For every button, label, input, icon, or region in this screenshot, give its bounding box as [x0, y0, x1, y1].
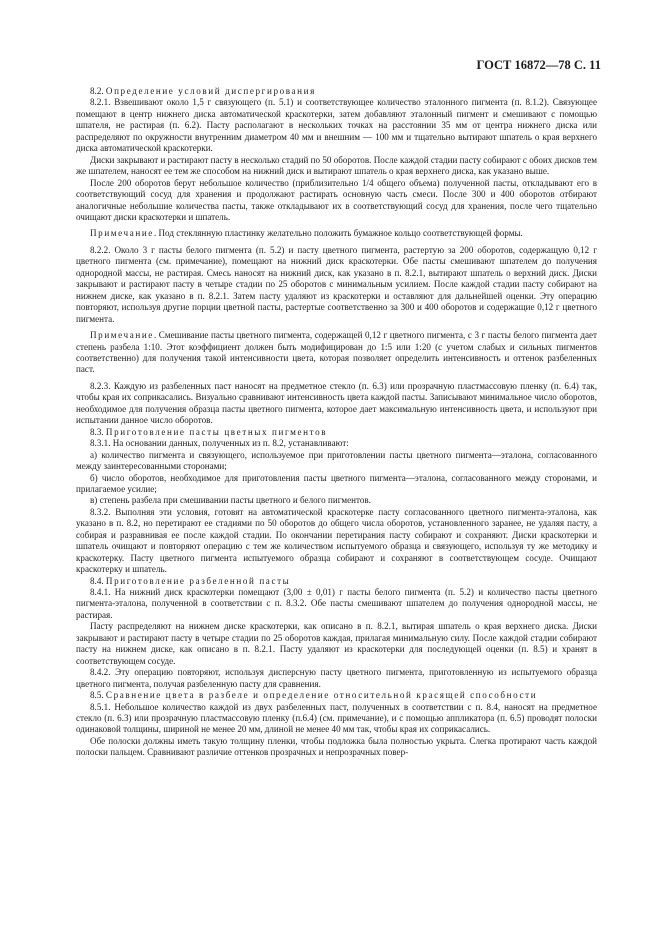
paragraph: 8.3.2. Выполняя эти условия, готовят на автоматической краскотерке пасту согласованного цветного пигмента-эталона, как указано в п. 8.2, но перетирают ее стадиями по 50 оборотов до общего числа оборотов, установленного заранее, не удаляя пасту, а собирая и разравнивая ее после каждой стадии. По окончании перетирания пасту собирают и сохраняют. Диски краскотерки и шпатель очищают и повторяют операцию с тем же количеством испытуемого образца и связующего, используя ту же методику и краскотерку. Пасту цветного пигмента испытуемого образца собирают и сохраняют в соответствующем сосуде. Очищают краскотерку и шпатель. — [76, 506, 597, 575]
note-label: Примечание — [90, 330, 154, 341]
note — [76, 330, 597, 376]
paragraph: 8.2.2. Около 3 г пасты белого пигмента (п. 5.2) и пасту цветного пигмента, растертую за 200 оборотов, содержащую 0,12 г цветного пигмента (см. примечание), помещают на нижний диск краскотерки. Обе пасты смешивают шпателем до получения однородной массы, не растирая. Смесь наносят на нижний диск, как указано в п. 8.2.1, вытирают шпатель о верхний диск. Диски закрывают и растирают пасту в четыре стадии по 25 оборотов с минимальным усилием. После каждой стадии пасту собирают на нижнем диске, как указано в п. 8.2.1. Затем пасту удаляют из краскотерки и оставляют для дальнейшей оценки. Эту операцию повторяют, используя другие порции цветной пасты, растертые соответственно за 300 и 400 оборотов и содержащие 0,12 г цветного пигмента. — [76, 244, 597, 324]
section-number: 8.4. — [90, 575, 106, 586]
section-title: Приготовление пасты цветных пигментов — [105, 426, 328, 437]
section-number: 8.3. — [90, 426, 106, 437]
section-heading — [76, 86, 597, 97]
section-title: Определение условий диспергирования — [105, 86, 316, 96]
section-heading — [76, 690, 597, 701]
paragraph: После 200 оборотов берут небольшое количество (приблизительно 1/4 общего объема) полученной пасты, откладывают его в соответствующий сосуд для хранения и продолжают растирать основную часть смеси. После 300 и 400 оборотов отбирают аналогичные небольшие количества пасты, также откладывают их в соответствующий сосуд для хранения, после чего тщательно очищают диски краскотерки и шпатель. — [76, 177, 597, 222]
list-item: б) число оборотов, необходимое для приготовления пасты цветного пигмента—эталона, согласованного между сторонами, и прилагаемое усилие; — [76, 472, 597, 494]
note-text: . Под стеклянную пластинку желательно положить бумажное кольцо соответствующей формы. — [153, 228, 523, 239]
paragraph: Пасту распределяют на нижнем диске краскотерки, как описано в п. 8.2.1, вытирая шпатель о края верхнего диска. Диски закрывают и растирают пасту в четыре стадии по 25 оборотов каждая, прилагая минимальную силу. После каждой стадии собирают пасту на нижнем диске, как описано в п. 8.2.1. Пасту удаляют из краскотерки для последующей оценки (п. 8.5) и хранят в соответствующем сосуде. — [76, 621, 597, 666]
paragraph: 8.4.1. На нижний диск краскотерки помещают (3,00 ± 0,01) г пасты белого пигмента (п. 5.2) и количество пасты цветного пигмента-эталона, полученной в соответствии с п. 8.3.2. Обе пасты смешивают шпателем до получения однородной массы, не растирая. — [76, 587, 597, 620]
list-item: в) степень разбела при смешивании пасты цветного и белого пигментов. — [90, 495, 371, 506]
section-title: Приготовление разбеленной пасты — [105, 575, 291, 586]
paragraph: Обе полоски должны иметь такую толщину пленки, чтобы подложка была полностью укрыта. Слегка протирают часть каждой полоски пальцем. Сравнивают различие оттенков прозрачных и непрозрачных повер- — [76, 735, 597, 758]
paragraph: Диски закрывают и растирают пасту в несколько стадий по 50 оборотов. После каждой стадии пасту собирают с обоих дисков тем же шпателем, наносят ее тем же способом на нижний диск и вытирают шпатель о края верхнего диска, как указано выше. — [76, 154, 597, 177]
note — [76, 228, 597, 239]
note-text: . Смешивание пасты цветного пигмента, содержащей 0,12 г цветного пигмента, с 3 г пасты белого пигмента дает степень разбела 1:10. Этот коэффициент должен быть модифицирован до 1:5 или 1:20 (с учетом слабых и сильных пигментов соответственно) для получения такой интенсивности цвета, которая позволяет определить интенсивность и оттенок разбеленных паст. — [76, 330, 597, 375]
note-label: Примечание — [90, 228, 154, 239]
section-number: 8.2. — [90, 86, 106, 96]
section-heading — [76, 576, 597, 587]
paragraph: 8.5.1. Небольшое количество каждой из двух разбеленных паст, полученных в соответствии с п. 8.4, наносят на предметное стекло (п. 6.3) или прозрачную пластмассовую пленку (п.6.4) (см. примечание), и с помощью аппликатора (п. 6.5) проводят полоски одинаковой толщины, шириной не менее 20 мм, длиной не менее 40 мм так, чтобы края их соприкасались. — [76, 701, 597, 735]
section-number: 8.5. — [90, 690, 106, 701]
paragraph: 8.3.1. На основании данных, полученных из п. 8.2, устанавливают: — [90, 438, 349, 449]
page-header: ГОСТ 16872—78 С. 11 — [476, 58, 601, 72]
paragraph: 8.2.3. Каждую из разбеленных паст наносят на предметное стекло (п. 6.3) или прозрачную пластмассовую пленку (п. 6.4) так, чтобы края их соприкасались. Визуально сравнивают интенсивность цвета каждой пасты. Записывают минимальное число оборотов, необходимое для получения образца пасты цветного пигмента, которое дает максимальную интенсивность цвета, и используют при испытании данное число оборотов. — [76, 380, 597, 426]
paragraph: 8.4.2. Эту операцию повторяют, используя дисперсную пасту цветного пигмента, приготовленную из испытуемого образца цветного пигмента, получая разбеленную пасту для сравнения. — [76, 667, 597, 689]
paragraph: 8.2.1. Взвешивают около 1,5 г связующего (п. 5.1) и соответствующее количество эталонного пигмента (п. 8.1.2). Связующее помещают в центр нижнего диска автоматической краскотерки, затем добавляют эталонный пигмент и смешивают с помощью шпателя, не растирая (п. 6.2). Пасту располагают в нескольких точках на расстоянии 35 мм от центра нижнего диска или распределяют по окружности внутренним диаметром 40 мм и внешним — 100 мм и тщательно вытирают шпатель о края верхнего диска автоматической краскотерки. — [76, 97, 597, 154]
section-heading — [76, 427, 597, 438]
section-title: Сравнение цвета в разбеле и определение относительной красящей способности — [105, 690, 538, 701]
list-item: а) количество пигмента и связующего, используемое при приготовлении пасты цветного пигмента—эталона, согласованного между заинтересованными сторонами; — [76, 449, 597, 472]
